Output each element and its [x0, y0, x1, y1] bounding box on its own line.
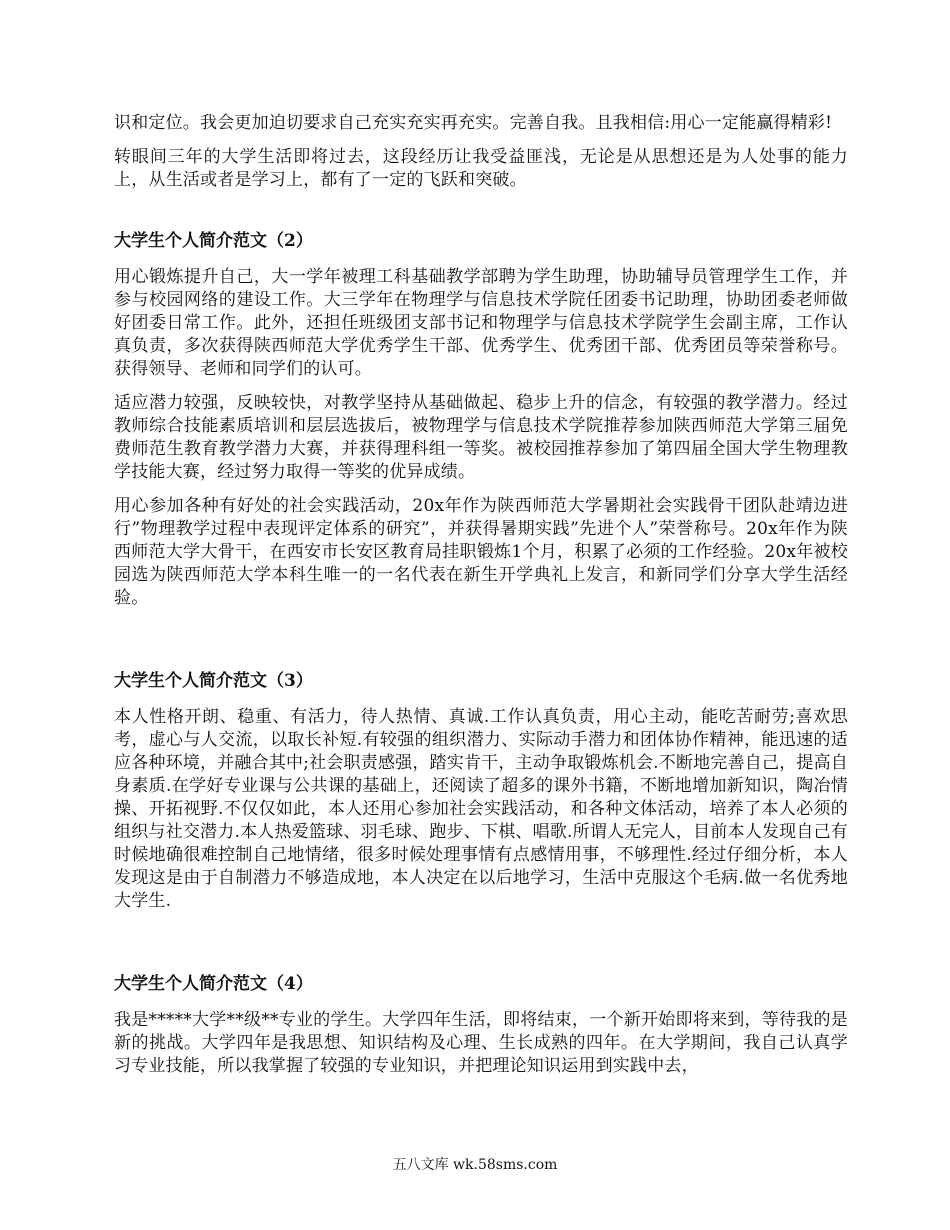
paragraph-personality: 本人性格开朗、稳重、有活力，待人热情、真诚.工作认真负责，用心主动，能吃苦耐劳;喜欢思考，虚心与人交流，以取长补短.有较强的组织潜力、实际动手潜力和团体协作精神，能迅速的适应各种环境，并融合其中;社会职责感强，踏实肯干，主动争取锻炼机会.不断地完善自己，提高自身素质.在学好专业课与公共课的基础上，还阅读了超多的课外书籍，不断地增加新知识，陶冶情操、开拓视野.不仅仅如此，本人还用心参加社会实践活动，和各种文体活动，培养了本人必须的组织与社交潜力.本人热爱篮球、羽毛球、跑步、下棋、唱歌.所谓人无完人，目前本人发现自己有时候地确很难控制自己地情绪，很多时候处理事情有点感情用事，不够理性.经过仔细分析，本人发现这是由于自制潜力不够造成地，本人决定在以后地学习，生活中克服这个毛病.做一名优秀地大学生. [114, 707, 848, 911]
paragraph-social-practice: 用心参加各种有好处的社会实践活动，20x年作为陕西师范大学暑期社会实践骨干团队赴靖边进行”物理教学过程中表现评定体系的研究”，并获得暑期实践”先进个人”荣誉称号。20x年作为陕西师范大学大骨干，在西安市长安区教育局挂职锻炼1个月，积累了必须的工作经验。20x年被校园选为陕西师范大学本科生唯一的一名代表在新生开学典礼上发言，和新同学们分享大学生活经验。 [114, 496, 848, 608]
paragraph-university-student: 我是*****大学**级**专业的学生。大学四年生活，即将结束，一个新开始即将来到，等待我的是新的挑战。大学四年是我思想、知识结构及心理、生长成熟的四年。在大学期间，我自己认真学习专业技能，所以我掌握了较强的专业知识，并把理论知识运用到实践中去， [114, 1010, 848, 1076]
paragraph-teaching-ability: 适应潜力较强，反映较快，对教学坚持从基础做起、稳步上升的信念，有较强的教学潜力。经过教师综合技能素质培训和层层选拔后，被物理学与信息技术学院推荐参加陕西师范大学第三届免费师范生教育教学潜力大赛，并获得理科组一等奖。被校园推荐参加了第四届全国大学生物理教学技能大赛，经过努力取得一等奖的优异成绩。 [114, 393, 848, 482]
section-heading-4: 大学生个人简介范文（4） [114, 974, 313, 994]
paragraph-intro-continued: 识和定位。我会更加迫切要求自己充实充实再充实。完善自我。且我相信:用心一定能赢得精彩! [114, 113, 833, 133]
section-heading-3: 大学生个人简介范文（3） [114, 671, 313, 691]
paragraph-three-years: 转眼间三年的大学生活即将过去，这段经历让我受益匪浅，无论是从思想还是为人处事的能力上，从生活或者是学习上，都有了一定的飞跃和突破。 [114, 147, 848, 190]
paragraph-student-assistant: 用心锻炼提升自己，大一学年被理工科基础教学部聘为学生助理，协助辅导员管理学生工作，并参与校园网络的建设工作。大三学年在物理学与信息技术学院任团委书记助理，协助团委老师做好团委日常工作。此外，还担任班级团支部书记和物理学与信息技术学院学生会副主席，工作认真负责，多次获得陕西师范大学优秀学生干部、优秀学生、优秀团干部、优秀团员等荣誉称号。获得领导、老师和同学们的认可。 [114, 267, 848, 379]
section-heading-2: 大学生个人简介范文（2） [114, 231, 313, 251]
document-body [114, 112, 848, 1078]
page-footer: 五八文库 wk.58sms.com [392, 1157, 558, 1173]
